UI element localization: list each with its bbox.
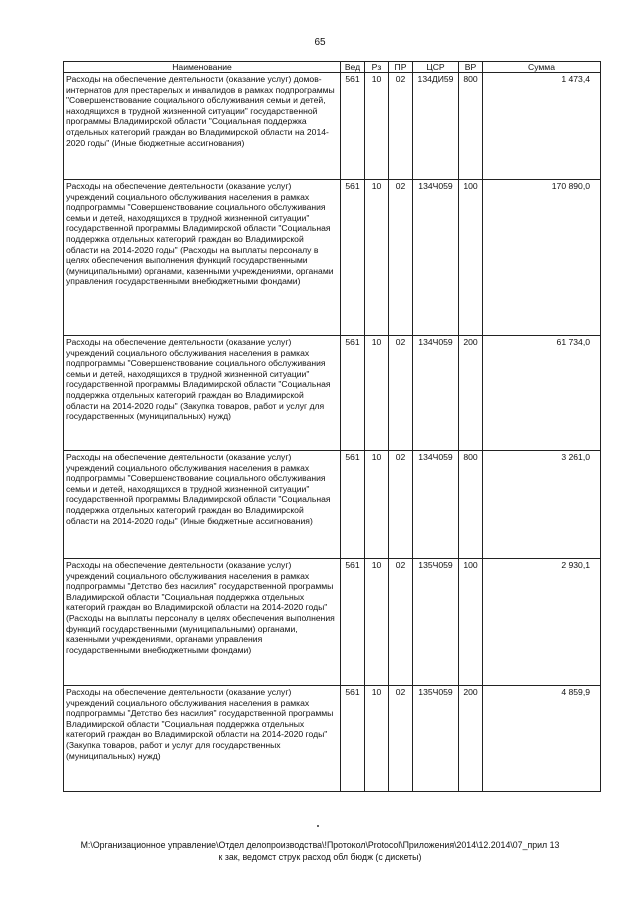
- row-name: Расходы на обеспечение деятельности (оказание услуг) учреждений социального обслуживания населения в рамках подпрограммы "Детство без насилия" государственной программы Владимирской области "Социальная поддержка отдельных категорий граждан во Владимирской области на 2014-2020 годы" (Закупка товаров, работ и услуг для государственных (муниципальных) нужд): [64, 686, 341, 792]
- row-csr: 134Ч059: [413, 180, 459, 336]
- row-pr: 02: [389, 559, 413, 686]
- row-pr: 02: [389, 73, 413, 180]
- row-csr: 135Ч059: [413, 559, 459, 686]
- row-pr: 02: [389, 451, 413, 559]
- row-pr: 02: [389, 336, 413, 451]
- row-sum: 1 473,4: [483, 73, 601, 180]
- header-sum: Сумма: [483, 62, 601, 73]
- row-vr: 200: [459, 686, 483, 792]
- header-csr: ЦСР: [413, 62, 459, 73]
- row-pr: 02: [389, 686, 413, 792]
- row-csr: 134Ч059: [413, 336, 459, 451]
- row-rz: 10: [365, 180, 389, 336]
- row-rz: 10: [365, 686, 389, 792]
- row-ved: 561: [341, 336, 365, 451]
- table-row: [64, 73, 601, 180]
- table-row: [64, 180, 601, 336]
- row-sum: 61 734,0: [483, 336, 601, 451]
- row-rz: 10: [365, 451, 389, 559]
- table-row: [64, 451, 601, 559]
- row-name: Расходы на обеспечение деятельности (оказание услуг) учреждений социального обслуживания населения в рамках подпрограммы "Совершенствование социального обслуживания семьи и детей, находящихся в трудной жизненной ситуации" государственной программы Владимирской области "Социальная поддержка отдельных категорий граждан во Владимирской области на 2014-2020 годы" (Расходы на выплаты персоналу в целях обеспечения выполнения функций государственными (муниципальными) органами, казенными учреждениями, органами управления государственными внебюджетными фондами): [64, 180, 341, 336]
- row-rz: 10: [365, 559, 389, 686]
- row-name: Расходы на обеспечение деятельности (оказание услуг) домов-интернатов для престарелых и инвалидов в рамках подпрограммы "Совершенствование социального обслуживания семьи и детей, находящихся в трудной жизненной ситуации" государственной программы Владимирской области "Социальная поддержка отдельных категорий граждан во Владимирской области на 2014-2020 годы" (Иные бюджетные ассигнования): [64, 73, 341, 180]
- row-ved: 561: [341, 180, 365, 336]
- row-rz: 10: [365, 336, 389, 451]
- row-vr: 200: [459, 336, 483, 451]
- header-pr: ПР: [389, 62, 413, 73]
- table-header-row: [64, 62, 601, 73]
- header-ved: Вед: [341, 62, 365, 73]
- row-csr: 135Ч059: [413, 686, 459, 792]
- row-vr: 800: [459, 73, 483, 180]
- header-name: Наименование: [64, 62, 341, 73]
- table-row: [64, 559, 601, 686]
- row-ved: 561: [341, 73, 365, 180]
- header-rz: Рз: [365, 62, 389, 73]
- table-row: [64, 686, 601, 792]
- row-sum: 170 890,0: [483, 180, 601, 336]
- row-rz: 10: [365, 73, 389, 180]
- row-csr: 134ДИ59: [413, 73, 459, 180]
- row-sum: 2 930,1: [483, 559, 601, 686]
- row-pr: 02: [389, 180, 413, 336]
- row-vr: 100: [459, 559, 483, 686]
- footer-file-path: M:\Организационное управление\Отдел делопроизводства\!Протокол\Protocol\Приложения\2014\12.2014\07_прил 13: [80, 840, 560, 850]
- row-name: Расходы на обеспечение деятельности (оказание услуг) учреждений социального обслуживания населения в рамках подпрограммы "Детство без насилия" государственной программы Владимирской области "Социальная поддержка отдельных категорий граждан во Владимирской области на 2014-2020 годы" (Расходы на выплаты персоналу в целях обеспечения выполнения функций государственными (муниципальными) органами, казенными учреждениями, органами управления государственными внебюджетными фондами): [64, 559, 341, 686]
- row-name: Расходы на обеспечение деятельности (оказание услуг) учреждений социального обслуживания населения в рамках подпрограммы "Совершенствование социального обслуживания семьи и детей, находящихся в трудной жизненной ситуации" государственной программы Владимирской области "Социальная поддержка отдельных категорий граждан во Владимирской области на 2014-2020 годы" (Закупка товаров, работ и услуг для государственных (муниципальных) нужд): [64, 336, 341, 451]
- scan-dot: [317, 825, 319, 827]
- footer-file-description: к зак, ведомст струк расход обл бюдж (с дискеты): [218, 852, 422, 862]
- page-number: 65: [314, 37, 326, 48]
- row-vr: 100: [459, 180, 483, 336]
- row-ved: 561: [341, 559, 365, 686]
- row-sum: 4 859,9: [483, 686, 601, 792]
- row-vr: 800: [459, 451, 483, 559]
- row-name: Расходы на обеспечение деятельности (оказание услуг) учреждений социального обслуживания населения в рамках подпрограммы "Совершенствование социального обслуживания семьи и детей, находящихся в трудной жизненной ситуации" государственной программы Владимирской области "Социальная поддержка отдельных категорий граждан во Владимирской области на 2014-2020 годы" (Иные бюджетные ассигнования): [64, 451, 341, 559]
- header-vr: ВР: [459, 62, 483, 73]
- row-ved: 561: [341, 451, 365, 559]
- row-sum: 3 261,0: [483, 451, 601, 559]
- budget-table: [63, 61, 601, 792]
- row-csr: 134Ч059: [413, 451, 459, 559]
- table-row: [64, 336, 601, 451]
- row-ved: 561: [341, 686, 365, 792]
